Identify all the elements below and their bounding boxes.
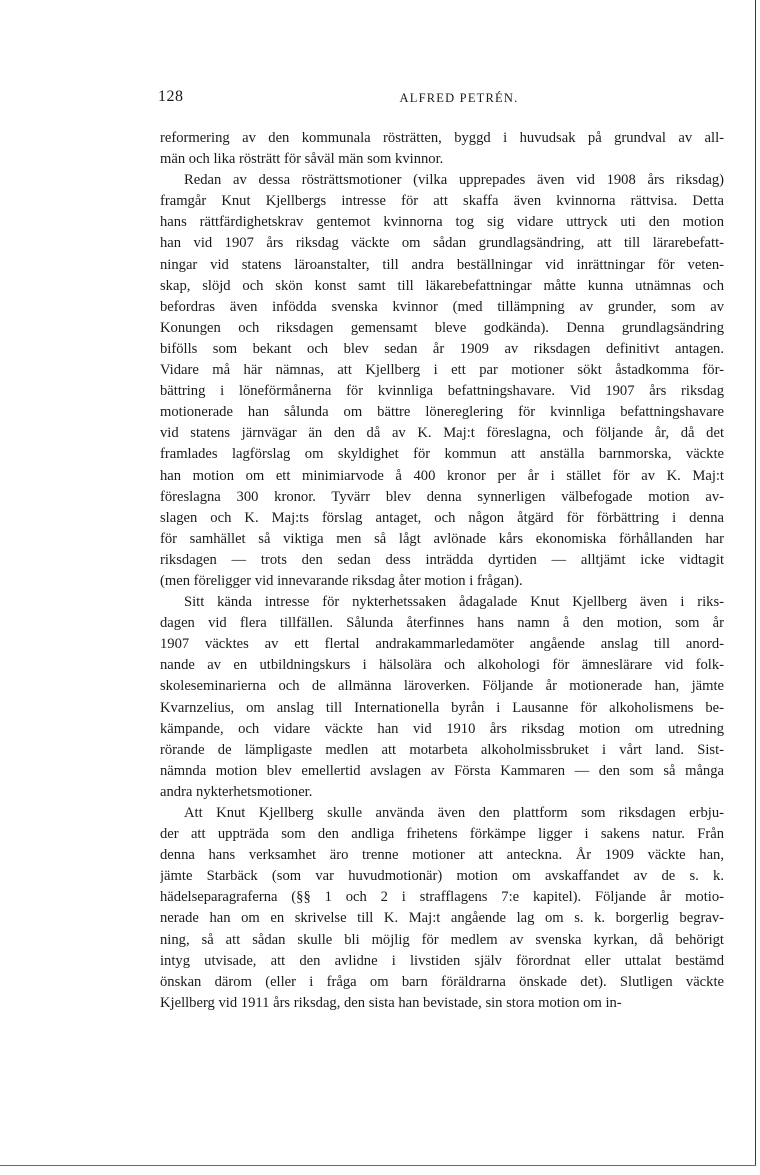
text-line: Kvarnzelius, om anslag till Internationella byrån i Lausanne för alkoholismens be-	[160, 699, 724, 716]
text-line: bifölls som bekant och blev sedan år 1909 av riksdagen definitivt antagen.	[160, 340, 724, 357]
text-line: hans rättfärdighetskrav gentemot kvinnorna tog sig vidare uttryck uti den motion	[160, 214, 724, 231]
text-line: slagen och K. Maj:ts förslag antaget, och någon åtgärd för förbättring i denna	[160, 509, 724, 526]
text-line: skap, slöjd och skön konst samt till läkarebefattningar måtte kunna utnämnas och	[160, 277, 724, 294]
text-line: bättring i löneförmånerna för kvinnliga befattningshavare. Vid 1907 års riksdag	[160, 383, 724, 400]
text-line: han motion om ett minimiarvode å 400 kronor per år i stället för av K. Maj:t	[160, 467, 724, 484]
text-line: önskan därom (eller i fråga om barn föräldrarna önskade det). Slutligen väckte	[160, 973, 724, 990]
text-line: denna hans verksamhet äro trenne motioner att anteckna. År 1909 väckte han,	[160, 847, 724, 864]
text-line: andra nykterhetsmotioner.	[160, 783, 313, 800]
text-line: framgår Knut Kjellbergs intresse för att skaffa även kvinnorna rättvisa. Detta	[160, 193, 724, 210]
text-line: reformering av den kommunala rösträtten, byggd i huvudsak på grundval av all-	[160, 130, 724, 146]
text-line: skoleseminarierna och de allmänna läroverken. Följande år motionerade han, jämte	[160, 678, 724, 695]
text-line: dagen vid flera tillfällen. Sålunda återfinnes hans namn å den motion, som år	[160, 615, 724, 632]
text-line: framlades lagförslag om skyldighet för kommun att anställa barnmorska, väckte	[160, 446, 724, 463]
text-line: (men föreligger vid innevarande riksdag åter motion i frågan).	[160, 572, 523, 589]
text-line: motionerade han sålunda om bättre lönereglering för kvinnliga befattningshavare	[160, 404, 724, 421]
text-line: ningar vid statens läroanstalter, till andra beställningar vid inrättningar för veten-	[160, 256, 724, 273]
text-line: nerade han om en skrivelse till K. Maj:t angående lag om s. k. borgerlig begrav-	[160, 910, 724, 927]
text-line: der att uppträda som den andliga frihetens förkämpe ligger i sakens natur. Från	[160, 826, 724, 843]
text-line: Redan av dessa rösträttsmotioner (vilka upprepades även vid 1908 års riksdag)	[184, 172, 724, 189]
text-line: Vidare må här nämnas, att Kjellberg i ett par motioner sökt åstadkomma för-	[160, 362, 724, 379]
running-head: ALFRED PETRÉN.	[399, 91, 519, 105]
paragraph	[160, 592, 724, 803]
text-line: ning, så att sådan skulle bli möjlig för medlem av svenska kyrkan, då behörigt	[160, 931, 724, 948]
page-bottom-edge	[0, 1165, 756, 1166]
text-line: rörande de lämpligaste medlen att motarbeta alkoholmissbruket i vårt land. Sist-	[160, 741, 724, 758]
text-line: Kjellberg vid 1911 års riksdag, den sista han bevistade, sin stora motion om in-	[160, 994, 622, 1011]
text-line: Att Knut Kjellberg skulle använda även den plattform som riksdagen erbju-	[184, 805, 724, 821]
page-header	[158, 88, 724, 112]
paragraph	[160, 170, 724, 592]
text-line: kämpande, och vidare väckte han vid 1910 års riksdag motion om utredning	[160, 720, 724, 737]
page-edge	[755, 0, 756, 1165]
text-line: nande av en utbildningskurs i hälsolära och alkohologi för ämneslärare vid folk-	[160, 657, 724, 674]
page-number: 128	[158, 88, 184, 105]
text-line: Konungen och riksdagen gemensamt bleve godkända). Denna grundlagsändring	[160, 319, 724, 336]
text-line: vid statens järnvägar än den då av K. Maj:t föreslagna, och följande år, då det	[160, 425, 724, 442]
text-line: föreslagna 300 kronor. Tyvärr blev denna synnerligen välbefogade motion av-	[160, 488, 724, 505]
paragraph	[160, 128, 724, 170]
text-line: intyg utvisade, att den avlidne i livstiden själv förordnat eller uttalat bestämd	[160, 952, 724, 969]
text-line: hädelseparagraferna (§§ 1 och 2 i strafflagens 7:e kapitel). Följande år motio-	[160, 889, 724, 906]
paragraph	[160, 803, 724, 1014]
body-text	[160, 128, 724, 1014]
text-line: 1907 väcktes av ett flertal andrakammarledamöter angående anslag till anord-	[160, 636, 724, 653]
text-line: jämte Starbäck (som var huvudmotionär) motion om avskaffandet av de s. k.	[160, 868, 724, 885]
text-line: befordras även infödda svenska kvinnor (med tillämpning av grunder, som av	[160, 298, 724, 315]
text-line: Sitt kända intresse för nykterhetssaken ådagalade Knut Kjellberg även i riks-	[184, 594, 724, 611]
text-line: för samhället så viktiga men så lågt avlönade kårs ekonomiska förhållanden har	[160, 530, 724, 547]
text-line: män och lika rösträtt för såväl män som kvinnor.	[160, 151, 444, 168]
text-line: riksdagen — trots den sedan dess inträdda dyrtiden — alltjämt icke vidtagit	[160, 551, 724, 568]
text-line: han vid 1907 års riksdag väckte om sådan grundlagsändring, att till lärarebefatt-	[160, 235, 724, 252]
text-line: nämnda motion blev emellertid avslagen av Första Kammaren — den som så många	[160, 762, 724, 779]
